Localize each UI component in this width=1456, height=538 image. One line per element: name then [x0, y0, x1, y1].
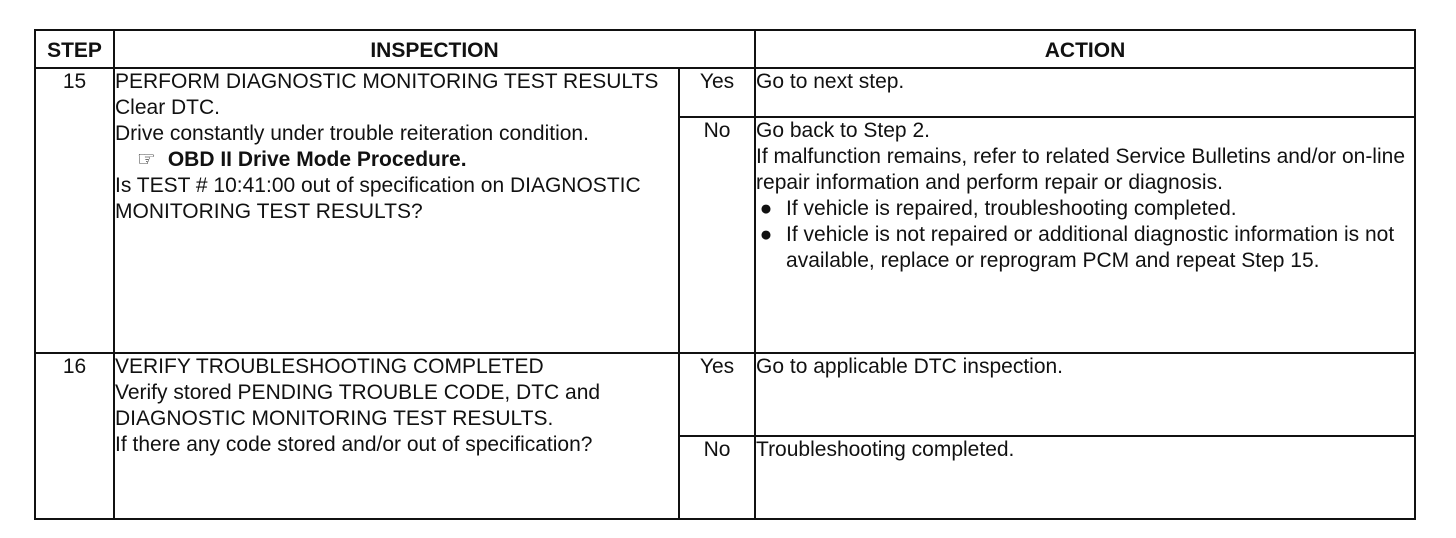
inspection-line: Clear DTC. [115, 96, 221, 119]
yes-label: Yes [679, 68, 755, 117]
bullet-icon: ● [759, 223, 773, 246]
procedure-reference [115, 147, 678, 173]
table-row [35, 353, 1415, 436]
inspection-line: Drive constantly under trouble reiteration condition. [115, 122, 589, 145]
action-line: Go back to Step 2. [756, 119, 930, 142]
bullet-icon: ● [759, 197, 773, 220]
no-action [755, 117, 1415, 353]
action-line: If malfunction remains, refer to related Service Bulletins and/or on-line repair information and perform repair or diagnosis. [756, 145, 1405, 194]
table-row [35, 68, 1415, 117]
no-action: Troubleshooting completed. [755, 436, 1415, 519]
yes-action: Go to next step. [755, 68, 1415, 117]
inspection-column-header: INSPECTION [114, 30, 755, 68]
reference-pointer-icon: ☞ [137, 148, 156, 171]
step-column-header: STEP [35, 30, 114, 68]
yes-action: Go to applicable DTC inspection. [755, 353, 1415, 436]
yes-label: Yes [679, 353, 755, 436]
list-item: ● If vehicle is repaired, troubleshooting completed. [756, 196, 1414, 222]
inspection-line: Verify stored PENDING TROUBLE CODE, DTC and DIAGNOSTIC MONITORING TEST RESULTS. [115, 381, 601, 430]
step-number: 16 [35, 353, 114, 519]
inspection-heading: PERFORM DIAGNOSTIC MONITORING TEST RESULTS [115, 70, 659, 93]
inspection-cell [114, 68, 679, 353]
inspection-question: Is TEST # 10:41:00 out of specification on DIAGNOSTIC MONITORING TEST RESULTS? [115, 174, 641, 223]
inspection-question: If there any code stored and/or out of specification? [115, 433, 593, 456]
inspection-heading: VERIFY TROUBLESHOOTING COMPLETED [115, 355, 544, 378]
no-label: No [679, 117, 755, 353]
step-number: 15 [35, 68, 114, 353]
no-label: No [679, 436, 755, 519]
list-item: ● If vehicle is not repaired or additional diagnostic information is not available, replace or reprogram PCM and repeat Step 15. [756, 222, 1414, 274]
action-bullet-list [756, 196, 1414, 274]
table-header-row [35, 30, 1415, 68]
diagnostic-procedure-table [34, 29, 1416, 520]
procedure-reference-text: OBD II Drive Mode Procedure. [167, 148, 467, 171]
inspection-cell [114, 353, 679, 519]
action-column-header: ACTION [755, 30, 1415, 68]
